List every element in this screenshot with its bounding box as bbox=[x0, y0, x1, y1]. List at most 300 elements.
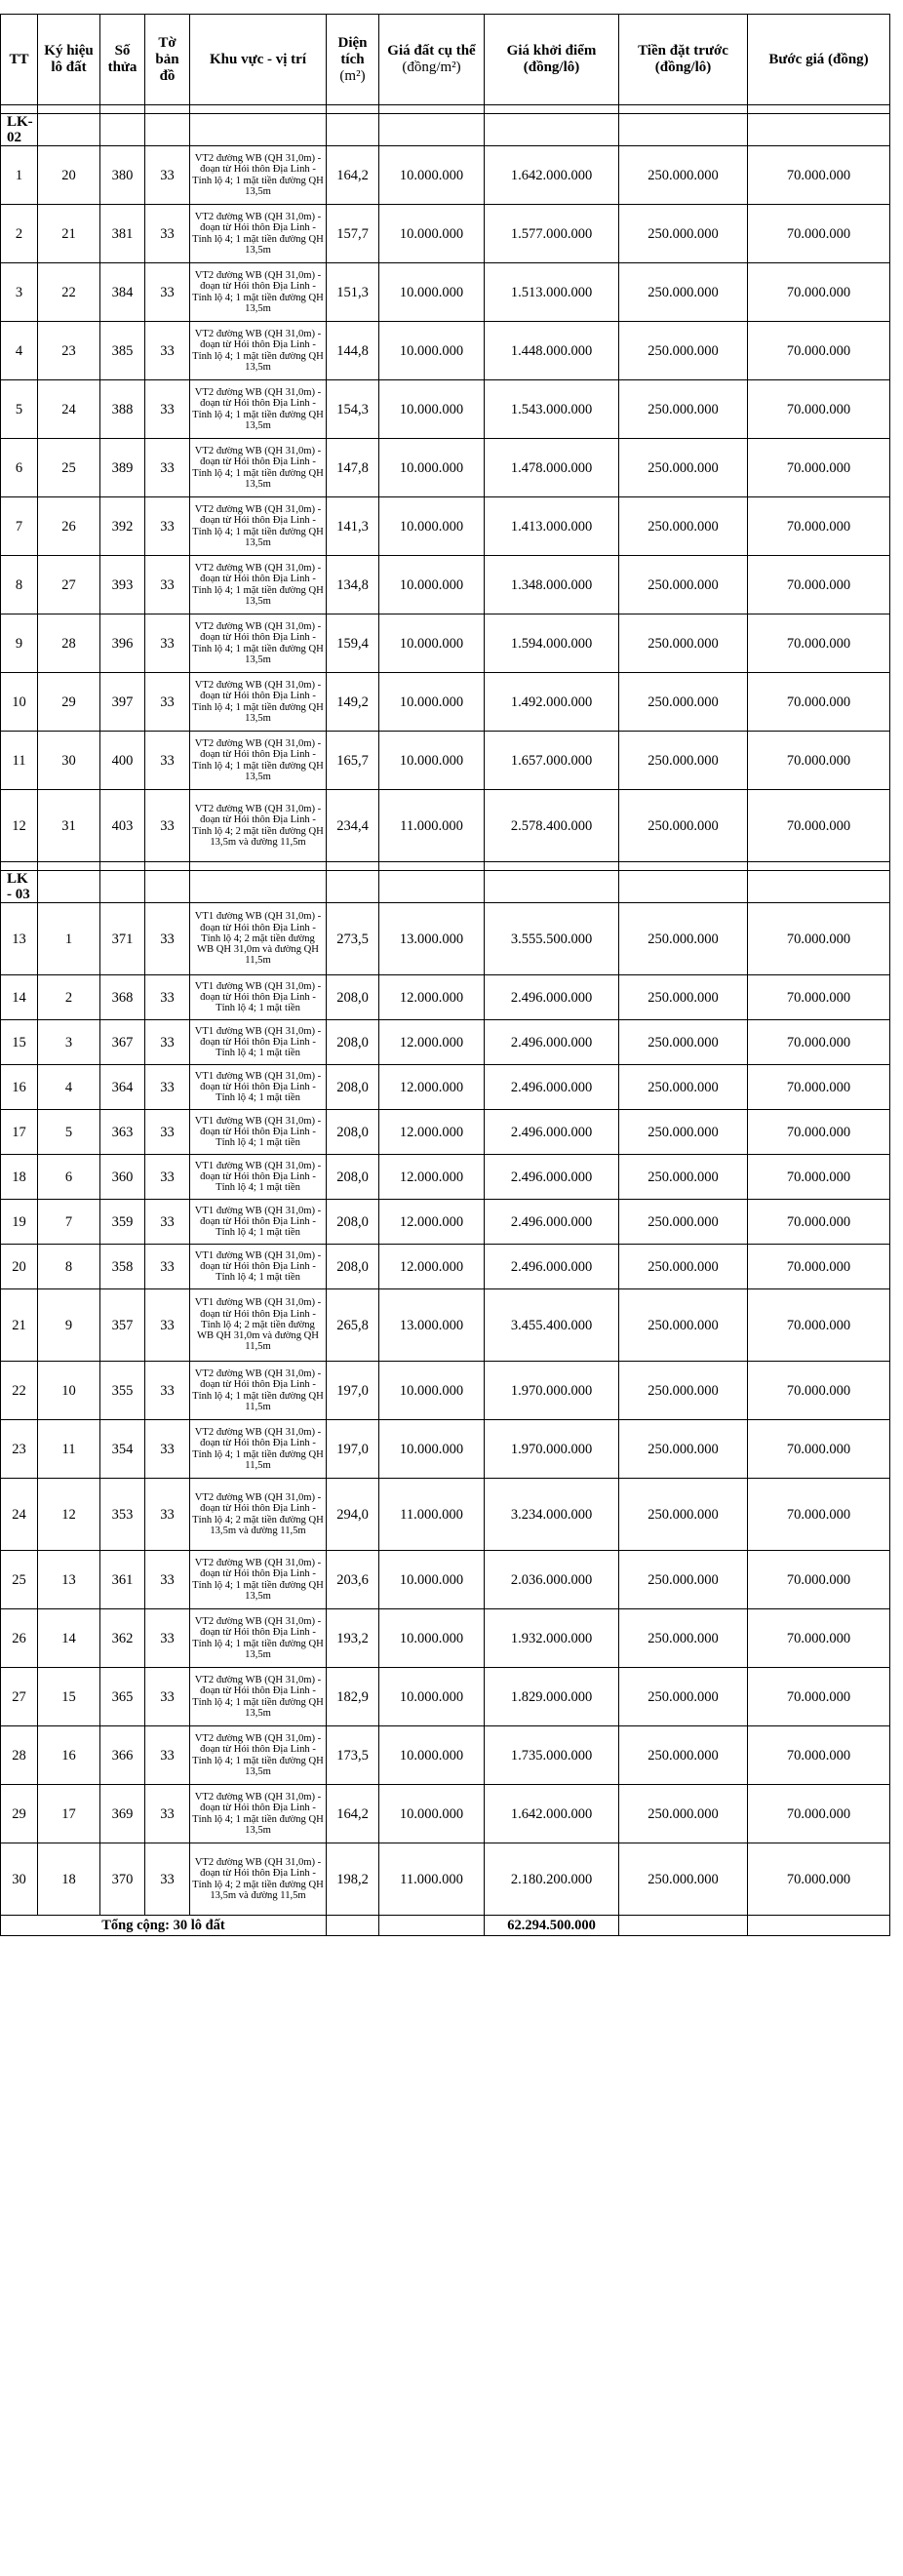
table-row bbox=[1, 439, 890, 497]
table-row bbox=[1, 263, 890, 322]
cell-khu-vuc: VT2 đường WB (QH 31,0m) - đoạn từ Hói thôn Địa Linh - Tỉnh lộ 4; 2 mặt tiền đường QH 13,5m và đường 11,5m bbox=[190, 790, 327, 862]
cell-khu-vuc: VT2 đường WB (QH 31,0m) - đoạn từ Hói thôn Địa Linh - Tỉnh lộ 4; 1 mặt tiền đường QH 13,5m bbox=[190, 1668, 327, 1726]
cell-tt: 2 bbox=[1, 205, 38, 263]
cell-gia-dat: 13.000.000 bbox=[379, 903, 485, 975]
cell-to-ban-do: 33 bbox=[145, 1420, 190, 1479]
cell-dien-tich: 208,0 bbox=[327, 1245, 379, 1289]
cell-so-thua: 353 bbox=[100, 1479, 145, 1551]
cell-gia-khoi-diem: 1.829.000.000 bbox=[485, 1668, 619, 1726]
cell-tt: 10 bbox=[1, 673, 38, 732]
cell-tt: 17 bbox=[1, 1110, 38, 1155]
cell-to-ban-do: 33 bbox=[145, 1020, 190, 1065]
cell-dien-tich: 273,5 bbox=[327, 903, 379, 975]
cell-dien-tich: 154,3 bbox=[327, 380, 379, 439]
table-row bbox=[1, 903, 890, 975]
spacer-row bbox=[1, 862, 890, 871]
cell-to-ban-do: 33 bbox=[145, 1609, 190, 1668]
cell-buoc-gia: 70.000.000 bbox=[748, 439, 890, 497]
cell-gia-dat: 10.000.000 bbox=[379, 1668, 485, 1726]
cell-dien-tich: 208,0 bbox=[327, 1020, 379, 1065]
table-row bbox=[1, 205, 890, 263]
cell-ky-hieu: 15 bbox=[38, 1668, 100, 1726]
cell-gia-khoi-diem: 1.642.000.000 bbox=[485, 1785, 619, 1843]
header-gia-dat-unit: (đồng/m²) bbox=[402, 59, 461, 75]
empty-cell bbox=[327, 114, 379, 146]
empty-cell bbox=[748, 114, 890, 146]
cell-khu-vuc: VT2 đường WB (QH 31,0m) - đoạn từ Hói thôn Địa Linh - Tỉnh lộ 4; 1 mặt tiền đường QH 13,5m bbox=[190, 1551, 327, 1609]
cell-dien-tich: 198,2 bbox=[327, 1843, 379, 1916]
cell-dien-tich: 193,2 bbox=[327, 1609, 379, 1668]
header-buoc-gia: Bước giá (đồng) bbox=[748, 15, 890, 105]
table-row bbox=[1, 614, 890, 673]
cell-buoc-gia: 70.000.000 bbox=[748, 732, 890, 790]
cell-tien-dat-truoc: 250.000.000 bbox=[619, 1020, 748, 1065]
spacer-row bbox=[1, 105, 890, 114]
cell-dien-tich: 197,0 bbox=[327, 1420, 379, 1479]
cell-buoc-gia: 70.000.000 bbox=[748, 1289, 890, 1362]
cell-so-thua: 365 bbox=[100, 1668, 145, 1726]
cell-khu-vuc: VT2 đường WB (QH 31,0m) - đoạn từ Hói thôn Địa Linh - Tỉnh lộ 4; 1 mặt tiền đường QH 13,5m bbox=[190, 205, 327, 263]
cell-gia-dat: 10.000.000 bbox=[379, 497, 485, 556]
empty-cell bbox=[485, 105, 619, 114]
cell-to-ban-do: 33 bbox=[145, 1668, 190, 1726]
cell-tt: 3 bbox=[1, 263, 38, 322]
table-row bbox=[1, 1155, 890, 1200]
cell-to-ban-do: 33 bbox=[145, 975, 190, 1020]
cell-buoc-gia: 70.000.000 bbox=[748, 205, 890, 263]
cell-to-ban-do: 33 bbox=[145, 1065, 190, 1110]
header-tien-dat-truoc: Tiền đặt trước (đồng/lô) bbox=[619, 15, 748, 105]
cell-gia-khoi-diem: 2.496.000.000 bbox=[485, 1155, 619, 1200]
cell-so-thua: 363 bbox=[100, 1110, 145, 1155]
cell-to-ban-do: 33 bbox=[145, 614, 190, 673]
section-label: LK-02 bbox=[1, 114, 38, 146]
cell-so-thua: 370 bbox=[100, 1843, 145, 1916]
cell-buoc-gia: 70.000.000 bbox=[748, 614, 890, 673]
empty-cell bbox=[485, 862, 619, 871]
table-row bbox=[1, 1200, 890, 1245]
cell-ky-hieu: 2 bbox=[38, 975, 100, 1020]
cell-to-ban-do: 33 bbox=[145, 1200, 190, 1245]
cell-gia-dat: 10.000.000 bbox=[379, 556, 485, 614]
cell-to-ban-do: 33 bbox=[145, 1843, 190, 1916]
section-row bbox=[1, 871, 890, 903]
cell-to-ban-do: 33 bbox=[145, 556, 190, 614]
cell-to-ban-do: 33 bbox=[145, 903, 190, 975]
cell-khu-vuc: VT1 đường WB (QH 31,0m) - đoạn từ Hói thôn Địa Linh - Tỉnh lộ 4; 2 mặt tiền đường WB QH 31,0m và đường QH 11,5m bbox=[190, 1289, 327, 1362]
cell-khu-vuc: VT1 đường WB (QH 31,0m) - đoạn từ Hói thôn Địa Linh - Tỉnh lộ 4; 1 mặt tiền bbox=[190, 1110, 327, 1155]
header-gia-dat bbox=[379, 15, 485, 105]
cell-ky-hieu: 23 bbox=[38, 322, 100, 380]
table-row bbox=[1, 556, 890, 614]
cell-ky-hieu: 29 bbox=[38, 673, 100, 732]
cell-ky-hieu: 16 bbox=[38, 1726, 100, 1785]
empty-cell bbox=[327, 871, 379, 903]
cell-tt: 15 bbox=[1, 1020, 38, 1065]
empty-cell bbox=[38, 114, 100, 146]
cell-khu-vuc: VT2 đường WB (QH 31,0m) - đoạn từ Hói thôn Địa Linh - Tỉnh lộ 4; 1 mặt tiền đường QH 13,5m bbox=[190, 1785, 327, 1843]
cell-to-ban-do: 33 bbox=[145, 205, 190, 263]
table-row bbox=[1, 497, 890, 556]
cell-khu-vuc: VT2 đường WB (QH 31,0m) - đoạn từ Hói thôn Địa Linh - Tỉnh lộ 4; 1 mặt tiền đường QH 11,5m bbox=[190, 1362, 327, 1420]
cell-to-ban-do: 33 bbox=[145, 497, 190, 556]
cell-tien-dat-truoc: 250.000.000 bbox=[619, 673, 748, 732]
cell-tien-dat-truoc: 250.000.000 bbox=[619, 614, 748, 673]
cell-tien-dat-truoc: 250.000.000 bbox=[619, 1065, 748, 1110]
cell-to-ban-do: 33 bbox=[145, 1726, 190, 1785]
empty-cell bbox=[485, 114, 619, 146]
empty-cell bbox=[379, 871, 485, 903]
cell-khu-vuc: VT1 đường WB (QH 31,0m) - đoạn từ Hói thôn Địa Linh - Tỉnh lộ 4; 1 mặt tiền bbox=[190, 1200, 327, 1245]
cell-tien-dat-truoc: 250.000.000 bbox=[619, 205, 748, 263]
table-row bbox=[1, 146, 890, 205]
cell-dien-tich: 208,0 bbox=[327, 1155, 379, 1200]
cell-so-thua: 357 bbox=[100, 1289, 145, 1362]
table-row bbox=[1, 790, 890, 862]
cell-to-ban-do: 33 bbox=[145, 1289, 190, 1362]
cell-tien-dat-truoc: 250.000.000 bbox=[619, 556, 748, 614]
cell-ky-hieu: 31 bbox=[38, 790, 100, 862]
cell-buoc-gia: 70.000.000 bbox=[748, 1155, 890, 1200]
cell-to-ban-do: 33 bbox=[145, 146, 190, 205]
empty-cell bbox=[1, 105, 38, 114]
table-row bbox=[1, 1609, 890, 1668]
cell-so-thua: 381 bbox=[100, 205, 145, 263]
cell-so-thua: 400 bbox=[100, 732, 145, 790]
cell-khu-vuc: VT2 đường WB (QH 31,0m) - đoạn từ Hói thôn Địa Linh - Tỉnh lộ 4; 1 mặt tiền đường QH 13,5m bbox=[190, 380, 327, 439]
empty-cell bbox=[619, 871, 748, 903]
cell-ky-hieu: 14 bbox=[38, 1609, 100, 1668]
cell-ky-hieu: 13 bbox=[38, 1551, 100, 1609]
cell-khu-vuc: VT2 đường WB (QH 31,0m) - đoạn từ Hói thôn Địa Linh - Tỉnh lộ 4; 1 mặt tiền đường QH 13,5m bbox=[190, 146, 327, 205]
cell-to-ban-do: 33 bbox=[145, 1362, 190, 1420]
cell-khu-vuc: VT2 đường WB (QH 31,0m) - đoạn từ Hói thôn Địa Linh - Tỉnh lộ 4; 1 mặt tiền đường QH 13,5m bbox=[190, 556, 327, 614]
table-row bbox=[1, 1110, 890, 1155]
cell-ky-hieu: 12 bbox=[38, 1479, 100, 1551]
cell-tien-dat-truoc: 250.000.000 bbox=[619, 903, 748, 975]
cell-gia-dat: 11.000.000 bbox=[379, 1479, 485, 1551]
cell-tt: 14 bbox=[1, 975, 38, 1020]
cell-so-thua: 392 bbox=[100, 497, 145, 556]
header-gia-dat-label: Giá đất cụ thể bbox=[387, 43, 476, 59]
header-khu-vuc: Khu vực - vị trí bbox=[190, 15, 327, 105]
empty-cell bbox=[619, 862, 748, 871]
cell-dien-tich: 265,8 bbox=[327, 1289, 379, 1362]
cell-dien-tich: 147,8 bbox=[327, 439, 379, 497]
cell-gia-khoi-diem: 1.413.000.000 bbox=[485, 497, 619, 556]
cell-so-thua: 403 bbox=[100, 790, 145, 862]
header-ky-hieu: Ký hiệu lô đất bbox=[38, 15, 100, 105]
cell-tien-dat-truoc: 250.000.000 bbox=[619, 1843, 748, 1916]
cell-gia-dat: 12.000.000 bbox=[379, 975, 485, 1020]
empty-cell bbox=[145, 862, 190, 871]
cell-so-thua: 358 bbox=[100, 1245, 145, 1289]
cell-buoc-gia: 70.000.000 bbox=[748, 1479, 890, 1551]
cell-gia-dat: 13.000.000 bbox=[379, 1289, 485, 1362]
cell-khu-vuc: VT2 đường WB (QH 31,0m) - đoạn từ Hói thôn Địa Linh - Tỉnh lộ 4; 1 mặt tiền đường QH 13,5m bbox=[190, 497, 327, 556]
cell-gia-dat: 10.000.000 bbox=[379, 1420, 485, 1479]
cell-gia-khoi-diem: 1.478.000.000 bbox=[485, 439, 619, 497]
table-row bbox=[1, 1362, 890, 1420]
cell-gia-khoi-diem: 1.735.000.000 bbox=[485, 1726, 619, 1785]
empty-cell bbox=[379, 862, 485, 871]
cell-buoc-gia: 70.000.000 bbox=[748, 1200, 890, 1245]
cell-tien-dat-truoc: 250.000.000 bbox=[619, 1551, 748, 1609]
cell-tt: 5 bbox=[1, 380, 38, 439]
cell-gia-khoi-diem: 2.496.000.000 bbox=[485, 1110, 619, 1155]
auction-table-sheet bbox=[0, 14, 903, 1936]
cell-tien-dat-truoc: 250.000.000 bbox=[619, 1785, 748, 1843]
cell-buoc-gia: 70.000.000 bbox=[748, 380, 890, 439]
cell-to-ban-do: 33 bbox=[145, 439, 190, 497]
empty-cell bbox=[748, 871, 890, 903]
cell-dien-tich: 203,6 bbox=[327, 1551, 379, 1609]
cell-ky-hieu: 1 bbox=[38, 903, 100, 975]
cell-gia-khoi-diem: 1.642.000.000 bbox=[485, 146, 619, 205]
empty-cell bbox=[327, 1916, 379, 1936]
cell-khu-vuc: VT2 đường WB (QH 31,0m) - đoạn từ Hói thôn Địa Linh - Tỉnh lộ 4; 2 mặt tiền đường QH 13,5m và đường 11,5m bbox=[190, 1843, 327, 1916]
cell-so-thua: 388 bbox=[100, 380, 145, 439]
cell-gia-khoi-diem: 1.594.000.000 bbox=[485, 614, 619, 673]
cell-so-thua: 360 bbox=[100, 1155, 145, 1200]
cell-dien-tich: 294,0 bbox=[327, 1479, 379, 1551]
cell-gia-dat: 10.000.000 bbox=[379, 614, 485, 673]
cell-buoc-gia: 70.000.000 bbox=[748, 1551, 890, 1609]
cell-tien-dat-truoc: 250.000.000 bbox=[619, 1668, 748, 1726]
cell-tt: 13 bbox=[1, 903, 38, 975]
cell-buoc-gia: 70.000.000 bbox=[748, 263, 890, 322]
cell-tt: 11 bbox=[1, 732, 38, 790]
cell-to-ban-do: 33 bbox=[145, 1479, 190, 1551]
header-gia-khoi-diem: Giá khởi điểm (đồng/lô) bbox=[485, 15, 619, 105]
header-tt: TT bbox=[1, 15, 38, 105]
cell-ky-hieu: 28 bbox=[38, 614, 100, 673]
section-label: LK - 03 bbox=[1, 871, 38, 903]
table-row bbox=[1, 1020, 890, 1065]
cell-khu-vuc: VT2 đường WB (QH 31,0m) - đoạn từ Hói thôn Địa Linh - Tỉnh lộ 4; 1 mặt tiền đường QH 13,5m bbox=[190, 439, 327, 497]
cell-so-thua: 359 bbox=[100, 1200, 145, 1245]
cell-gia-dat: 10.000.000 bbox=[379, 439, 485, 497]
header-to-ban-do: Tờ bản đồ bbox=[145, 15, 190, 105]
cell-tt: 19 bbox=[1, 1200, 38, 1245]
table-row bbox=[1, 1726, 890, 1785]
cell-gia-khoi-diem: 1.543.000.000 bbox=[485, 380, 619, 439]
cell-khu-vuc: VT2 đường WB (QH 31,0m) - đoạn từ Hói thôn Địa Linh - Tỉnh lộ 4; 1 mặt tiền đường QH 11,5m bbox=[190, 1420, 327, 1479]
cell-gia-khoi-diem: 1.448.000.000 bbox=[485, 322, 619, 380]
cell-ky-hieu: 10 bbox=[38, 1362, 100, 1420]
cell-khu-vuc: VT1 đường WB (QH 31,0m) - đoạn từ Hói thôn Địa Linh - Tỉnh lộ 4; 1 mặt tiền bbox=[190, 1020, 327, 1065]
table-row bbox=[1, 1245, 890, 1289]
cell-tt: 18 bbox=[1, 1155, 38, 1200]
cell-ky-hieu: 22 bbox=[38, 263, 100, 322]
cell-gia-dat: 12.000.000 bbox=[379, 1065, 485, 1110]
cell-to-ban-do: 33 bbox=[145, 732, 190, 790]
table-row bbox=[1, 322, 890, 380]
empty-cell bbox=[190, 114, 327, 146]
cell-tt: 12 bbox=[1, 790, 38, 862]
cell-gia-khoi-diem: 1.657.000.000 bbox=[485, 732, 619, 790]
table-row bbox=[1, 673, 890, 732]
cell-so-thua: 354 bbox=[100, 1420, 145, 1479]
cell-tien-dat-truoc: 250.000.000 bbox=[619, 497, 748, 556]
empty-cell bbox=[190, 871, 327, 903]
cell-gia-dat: 10.000.000 bbox=[379, 1785, 485, 1843]
cell-tt: 20 bbox=[1, 1245, 38, 1289]
cell-gia-khoi-diem: 1.970.000.000 bbox=[485, 1362, 619, 1420]
cell-ky-hieu: 27 bbox=[38, 556, 100, 614]
cell-ky-hieu: 5 bbox=[38, 1110, 100, 1155]
cell-dien-tich: 173,5 bbox=[327, 1726, 379, 1785]
table-row bbox=[1, 380, 890, 439]
cell-gia-khoi-diem: 3.234.000.000 bbox=[485, 1479, 619, 1551]
cell-tien-dat-truoc: 250.000.000 bbox=[619, 1609, 748, 1668]
cell-gia-dat: 10.000.000 bbox=[379, 673, 485, 732]
cell-to-ban-do: 33 bbox=[145, 322, 190, 380]
cell-khu-vuc: VT2 đường WB (QH 31,0m) - đoạn từ Hói thôn Địa Linh - Tỉnh lộ 4; 1 mặt tiền đường QH 13,5m bbox=[190, 673, 327, 732]
cell-to-ban-do: 33 bbox=[145, 1551, 190, 1609]
cell-dien-tich: 165,7 bbox=[327, 732, 379, 790]
cell-tt: 28 bbox=[1, 1726, 38, 1785]
cell-buoc-gia: 70.000.000 bbox=[748, 1785, 890, 1843]
empty-cell bbox=[379, 105, 485, 114]
cell-so-thua: 362 bbox=[100, 1609, 145, 1668]
cell-tien-dat-truoc: 250.000.000 bbox=[619, 322, 748, 380]
cell-khu-vuc: VT1 đường WB (QH 31,0m) - đoạn từ Hói thôn Địa Linh - Tỉnh lộ 4; 1 mặt tiền bbox=[190, 975, 327, 1020]
cell-tien-dat-truoc: 250.000.000 bbox=[619, 1155, 748, 1200]
cell-gia-dat: 10.000.000 bbox=[379, 322, 485, 380]
cell-so-thua: 364 bbox=[100, 1065, 145, 1110]
cell-to-ban-do: 33 bbox=[145, 380, 190, 439]
cell-ky-hieu: 25 bbox=[38, 439, 100, 497]
cell-tt: 27 bbox=[1, 1668, 38, 1726]
cell-ky-hieu: 6 bbox=[38, 1155, 100, 1200]
cell-dien-tich: 157,7 bbox=[327, 205, 379, 263]
cell-so-thua: 393 bbox=[100, 556, 145, 614]
cell-dien-tich: 208,0 bbox=[327, 1065, 379, 1110]
table-row bbox=[1, 1289, 890, 1362]
cell-so-thua: 397 bbox=[100, 673, 145, 732]
cell-gia-khoi-diem: 2.496.000.000 bbox=[485, 1020, 619, 1065]
cell-buoc-gia: 70.000.000 bbox=[748, 1362, 890, 1420]
cell-buoc-gia: 70.000.000 bbox=[748, 1245, 890, 1289]
cell-ky-hieu: 26 bbox=[38, 497, 100, 556]
cell-buoc-gia: 70.000.000 bbox=[748, 1020, 890, 1065]
cell-gia-khoi-diem: 1.577.000.000 bbox=[485, 205, 619, 263]
cell-tt: 1 bbox=[1, 146, 38, 205]
cell-gia-khoi-diem: 1.492.000.000 bbox=[485, 673, 619, 732]
cell-gia-khoi-diem: 2.496.000.000 bbox=[485, 1065, 619, 1110]
cell-gia-dat: 10.000.000 bbox=[379, 205, 485, 263]
cell-tien-dat-truoc: 250.000.000 bbox=[619, 1726, 748, 1785]
cell-gia-dat: 10.000.000 bbox=[379, 732, 485, 790]
cell-tien-dat-truoc: 250.000.000 bbox=[619, 1289, 748, 1362]
cell-khu-vuc: VT2 đường WB (QH 31,0m) - đoạn từ Hói thôn Địa Linh - Tỉnh lộ 4; 1 mặt tiền đường QH 13,5m bbox=[190, 263, 327, 322]
cell-to-ban-do: 33 bbox=[145, 1155, 190, 1200]
cell-to-ban-do: 33 bbox=[145, 1785, 190, 1843]
table-row bbox=[1, 1420, 890, 1479]
cell-so-thua: 369 bbox=[100, 1785, 145, 1843]
cell-buoc-gia: 70.000.000 bbox=[748, 903, 890, 975]
cell-dien-tich: 208,0 bbox=[327, 975, 379, 1020]
cell-gia-khoi-diem: 2.180.200.000 bbox=[485, 1843, 619, 1916]
cell-dien-tich: 234,4 bbox=[327, 790, 379, 862]
cell-khu-vuc: VT1 đường WB (QH 31,0m) - đoạn từ Hói thôn Địa Linh - Tỉnh lộ 4; 1 mặt tiền bbox=[190, 1155, 327, 1200]
empty-cell bbox=[327, 862, 379, 871]
cell-dien-tich: 134,8 bbox=[327, 556, 379, 614]
cell-gia-khoi-diem: 1.970.000.000 bbox=[485, 1420, 619, 1479]
cell-dien-tich: 197,0 bbox=[327, 1362, 379, 1420]
cell-so-thua: 361 bbox=[100, 1551, 145, 1609]
cell-gia-khoi-diem: 2.036.000.000 bbox=[485, 1551, 619, 1609]
cell-tien-dat-truoc: 250.000.000 bbox=[619, 1420, 748, 1479]
header-so-thua: Số thửa bbox=[100, 15, 145, 105]
cell-so-thua: 367 bbox=[100, 1020, 145, 1065]
cell-tt: 26 bbox=[1, 1609, 38, 1668]
total-label: Tổng cộng: 30 lô đất bbox=[1, 1916, 327, 1936]
cell-gia-dat: 11.000.000 bbox=[379, 1843, 485, 1916]
cell-gia-khoi-diem: 3.555.500.000 bbox=[485, 903, 619, 975]
cell-tien-dat-truoc: 250.000.000 bbox=[619, 1245, 748, 1289]
cell-so-thua: 368 bbox=[100, 975, 145, 1020]
empty-cell bbox=[145, 105, 190, 114]
total-value: 62.294.500.000 bbox=[485, 1916, 619, 1936]
header-dien-tich-label: Diện tích bbox=[337, 34, 368, 67]
cell-so-thua: 389 bbox=[100, 439, 145, 497]
cell-ky-hieu: 30 bbox=[38, 732, 100, 790]
cell-gia-dat: 10.000.000 bbox=[379, 1609, 485, 1668]
cell-khu-vuc: VT2 đường WB (QH 31,0m) - đoạn từ Hói thôn Địa Linh - Tỉnh lộ 4; 1 mặt tiền đường QH 13,5m bbox=[190, 322, 327, 380]
cell-gia-khoi-diem: 3.455.400.000 bbox=[485, 1289, 619, 1362]
empty-cell bbox=[190, 105, 327, 114]
empty-cell bbox=[145, 114, 190, 146]
cell-so-thua: 366 bbox=[100, 1726, 145, 1785]
cell-tt: 4 bbox=[1, 322, 38, 380]
cell-khu-vuc: VT2 đường WB (QH 31,0m) - đoạn từ Hói thôn Địa Linh - Tỉnh lộ 4; 2 mặt tiền đường QH 13,5m và đường 11,5m bbox=[190, 1479, 327, 1551]
cell-gia-dat: 12.000.000 bbox=[379, 1110, 485, 1155]
table-row bbox=[1, 732, 890, 790]
cell-ky-hieu: 3 bbox=[38, 1020, 100, 1065]
cell-buoc-gia: 70.000.000 bbox=[748, 146, 890, 205]
cell-so-thua: 355 bbox=[100, 1362, 145, 1420]
cell-ky-hieu: 18 bbox=[38, 1843, 100, 1916]
cell-buoc-gia: 70.000.000 bbox=[748, 790, 890, 862]
cell-ky-hieu: 9 bbox=[38, 1289, 100, 1362]
cell-khu-vuc: VT2 đường WB (QH 31,0m) - đoạn từ Hói thôn Địa Linh - Tỉnh lộ 4; 1 mặt tiền đường QH 13,5m bbox=[190, 1609, 327, 1668]
cell-buoc-gia: 70.000.000 bbox=[748, 1843, 890, 1916]
empty-cell bbox=[38, 105, 100, 114]
cell-tien-dat-truoc: 250.000.000 bbox=[619, 790, 748, 862]
table-row bbox=[1, 1785, 890, 1843]
table-row bbox=[1, 1479, 890, 1551]
cell-khu-vuc: VT1 đường WB (QH 31,0m) - đoạn từ Hói thôn Địa Linh - Tỉnh lộ 4; 2 mặt tiền đường WB QH 31,0m và đường QH 11,5m bbox=[190, 903, 327, 975]
cell-gia-dat: 10.000.000 bbox=[379, 380, 485, 439]
cell-dien-tich: 208,0 bbox=[327, 1110, 379, 1155]
cell-buoc-gia: 70.000.000 bbox=[748, 975, 890, 1020]
cell-dien-tich: 159,4 bbox=[327, 614, 379, 673]
cell-buoc-gia: 70.000.000 bbox=[748, 556, 890, 614]
empty-cell bbox=[748, 862, 890, 871]
cell-tt: 29 bbox=[1, 1785, 38, 1843]
empty-cell bbox=[619, 1916, 748, 1936]
empty-cell bbox=[38, 862, 100, 871]
cell-tt: 7 bbox=[1, 497, 38, 556]
cell-tien-dat-truoc: 250.000.000 bbox=[619, 146, 748, 205]
empty-cell bbox=[1, 862, 38, 871]
cell-tien-dat-truoc: 250.000.000 bbox=[619, 732, 748, 790]
empty-cell bbox=[379, 1916, 485, 1936]
cell-buoc-gia: 70.000.000 bbox=[748, 1726, 890, 1785]
cell-dien-tich: 144,8 bbox=[327, 322, 379, 380]
